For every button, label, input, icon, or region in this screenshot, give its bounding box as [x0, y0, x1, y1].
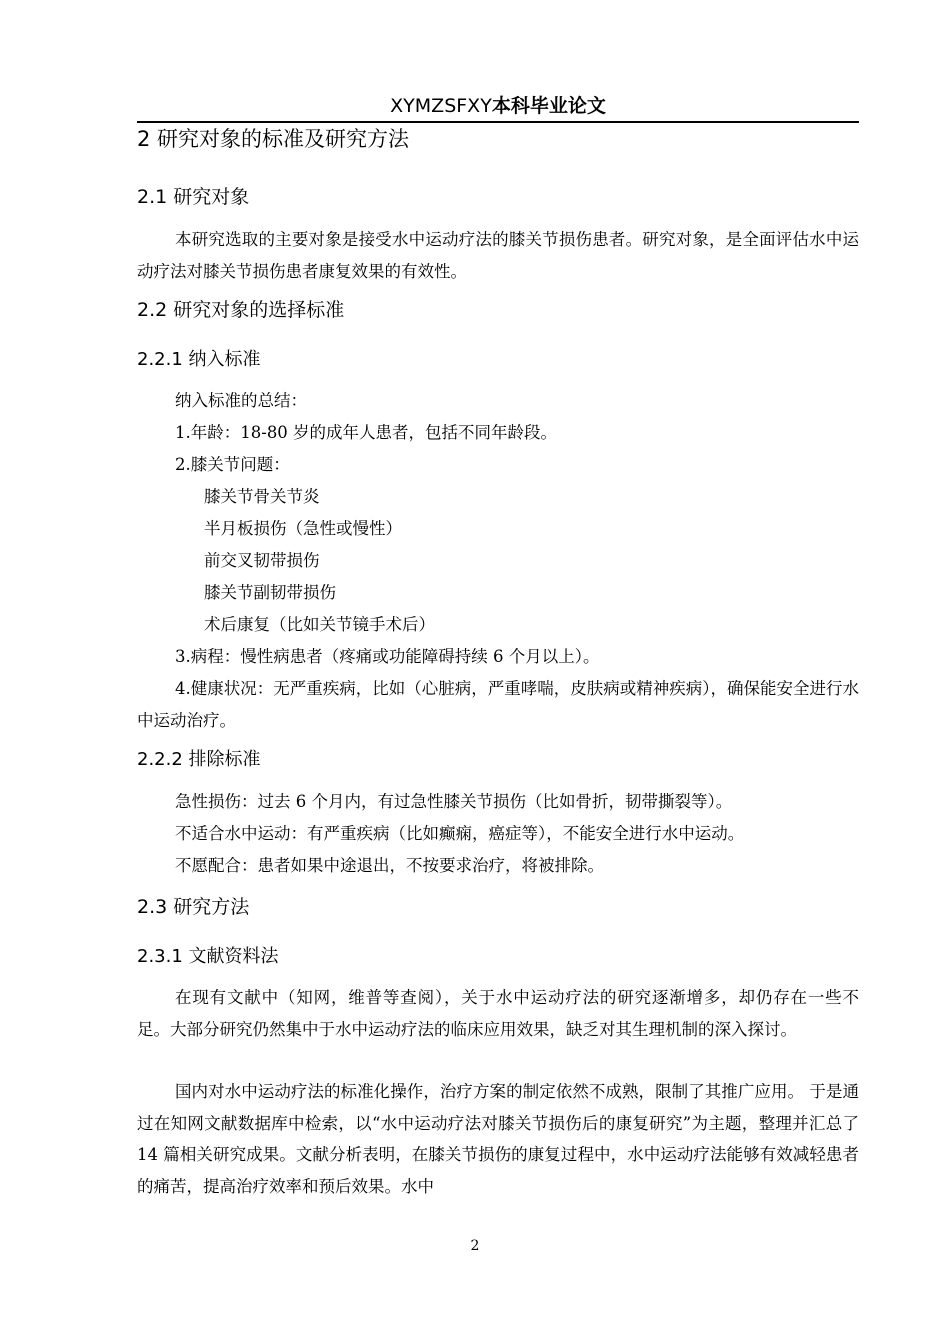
inclusion-health: 4.健康状况：无严重疾病，比如（心脏病，严重哮喘，皮肤病或精神疾病），确保能安全进行水中运动治疗。: [137, 679, 859, 730]
section-heading-2-3: 2.3 研究方法: [137, 896, 250, 918]
running-header: [137, 93, 859, 119]
inclusion-age: 1.年龄：18-80 岁的成年人患者，包括不同年龄段。: [175, 423, 558, 442]
section-heading-2: 2 研究对象的标准及研究方法: [137, 127, 410, 151]
section-heading-2-2-1: 2.2.1 纳入标准: [137, 349, 261, 370]
inclusion-course: 3.病程：慢性病患者（疼痛或功能障碍持续 6 个月以上）。: [175, 647, 600, 666]
knee-item: 膝关节骨关节炎: [204, 487, 320, 506]
knee-item: 膝关节副韧带损伤: [204, 583, 336, 602]
section-heading-2-1: 2.1 研究对象: [137, 186, 250, 208]
knee-item: 术后康复（比如关节镜手术后）: [204, 615, 435, 634]
paragraph-2-1: 本研究选取的主要对象是接受水中运动疗法的膝关节损伤患者。研究对象，是全面评估水中运动疗法对膝关节损伤患者康复效果的有效性。: [137, 230, 859, 281]
section-heading-2-2-2: 2.2.2 排除标准: [137, 749, 261, 770]
exclusion-item: 不愿配合：患者如果中途退出，不按要求治疗，将被排除。: [175, 856, 604, 875]
inclusion-intro: 纳入标准的总结：: [175, 391, 307, 410]
section-heading-2-3-1: 2.3.1 文献资料法: [137, 946, 279, 967]
inclusion-knee: 2.膝关节问题：: [175, 455, 290, 474]
knee-item: 半月板损伤（急性或慢性）: [204, 519, 402, 538]
header-latin: XYMZSFXY: [390, 95, 492, 117]
header-rule: [137, 121, 859, 123]
header-title: 本科毕业论文: [491, 95, 606, 117]
paragraph-2-3-1-b: 国内对水中运动疗法的标准化操作，治疗方案的制定依然不成熟，限制了其推广应用。 于是通过在知网文献数据库中检索，以“水中运动疗法对膝关节损伤后的康复研究”为主题，整理并汇总了 14 篇相关研究成果。文献分析表明，在膝关节损伤的康复过程中，水中运动疗法能够有效减轻患者的痛苦，提高治疗效率和预后效果。水中: [137, 1082, 859, 1196]
exclusion-item: 急性损伤：过去 6 个月内，有过急性膝关节损伤（比如骨折，韧带撕裂等）。: [175, 792, 733, 811]
paragraph-2-3-1-a: 在现有文献中（知网，维普等查阅），关于水中运动疗法的研究逐渐增多，却仍存在一些不足。大部分研究仍然集中于水中运动疗法的临床应用效果，缺乏对其生理机制的深入探讨。: [137, 988, 859, 1039]
page-number: 2: [470, 1238, 480, 1254]
knee-item: 前交叉韧带损伤: [204, 551, 320, 570]
section-heading-2-2: 2.2 研究对象的选择标准: [137, 299, 345, 321]
exclusion-item: 不适合水中运动：有严重疾病（比如癫痫，癌症等），不能安全进行水中运动。: [175, 824, 745, 843]
